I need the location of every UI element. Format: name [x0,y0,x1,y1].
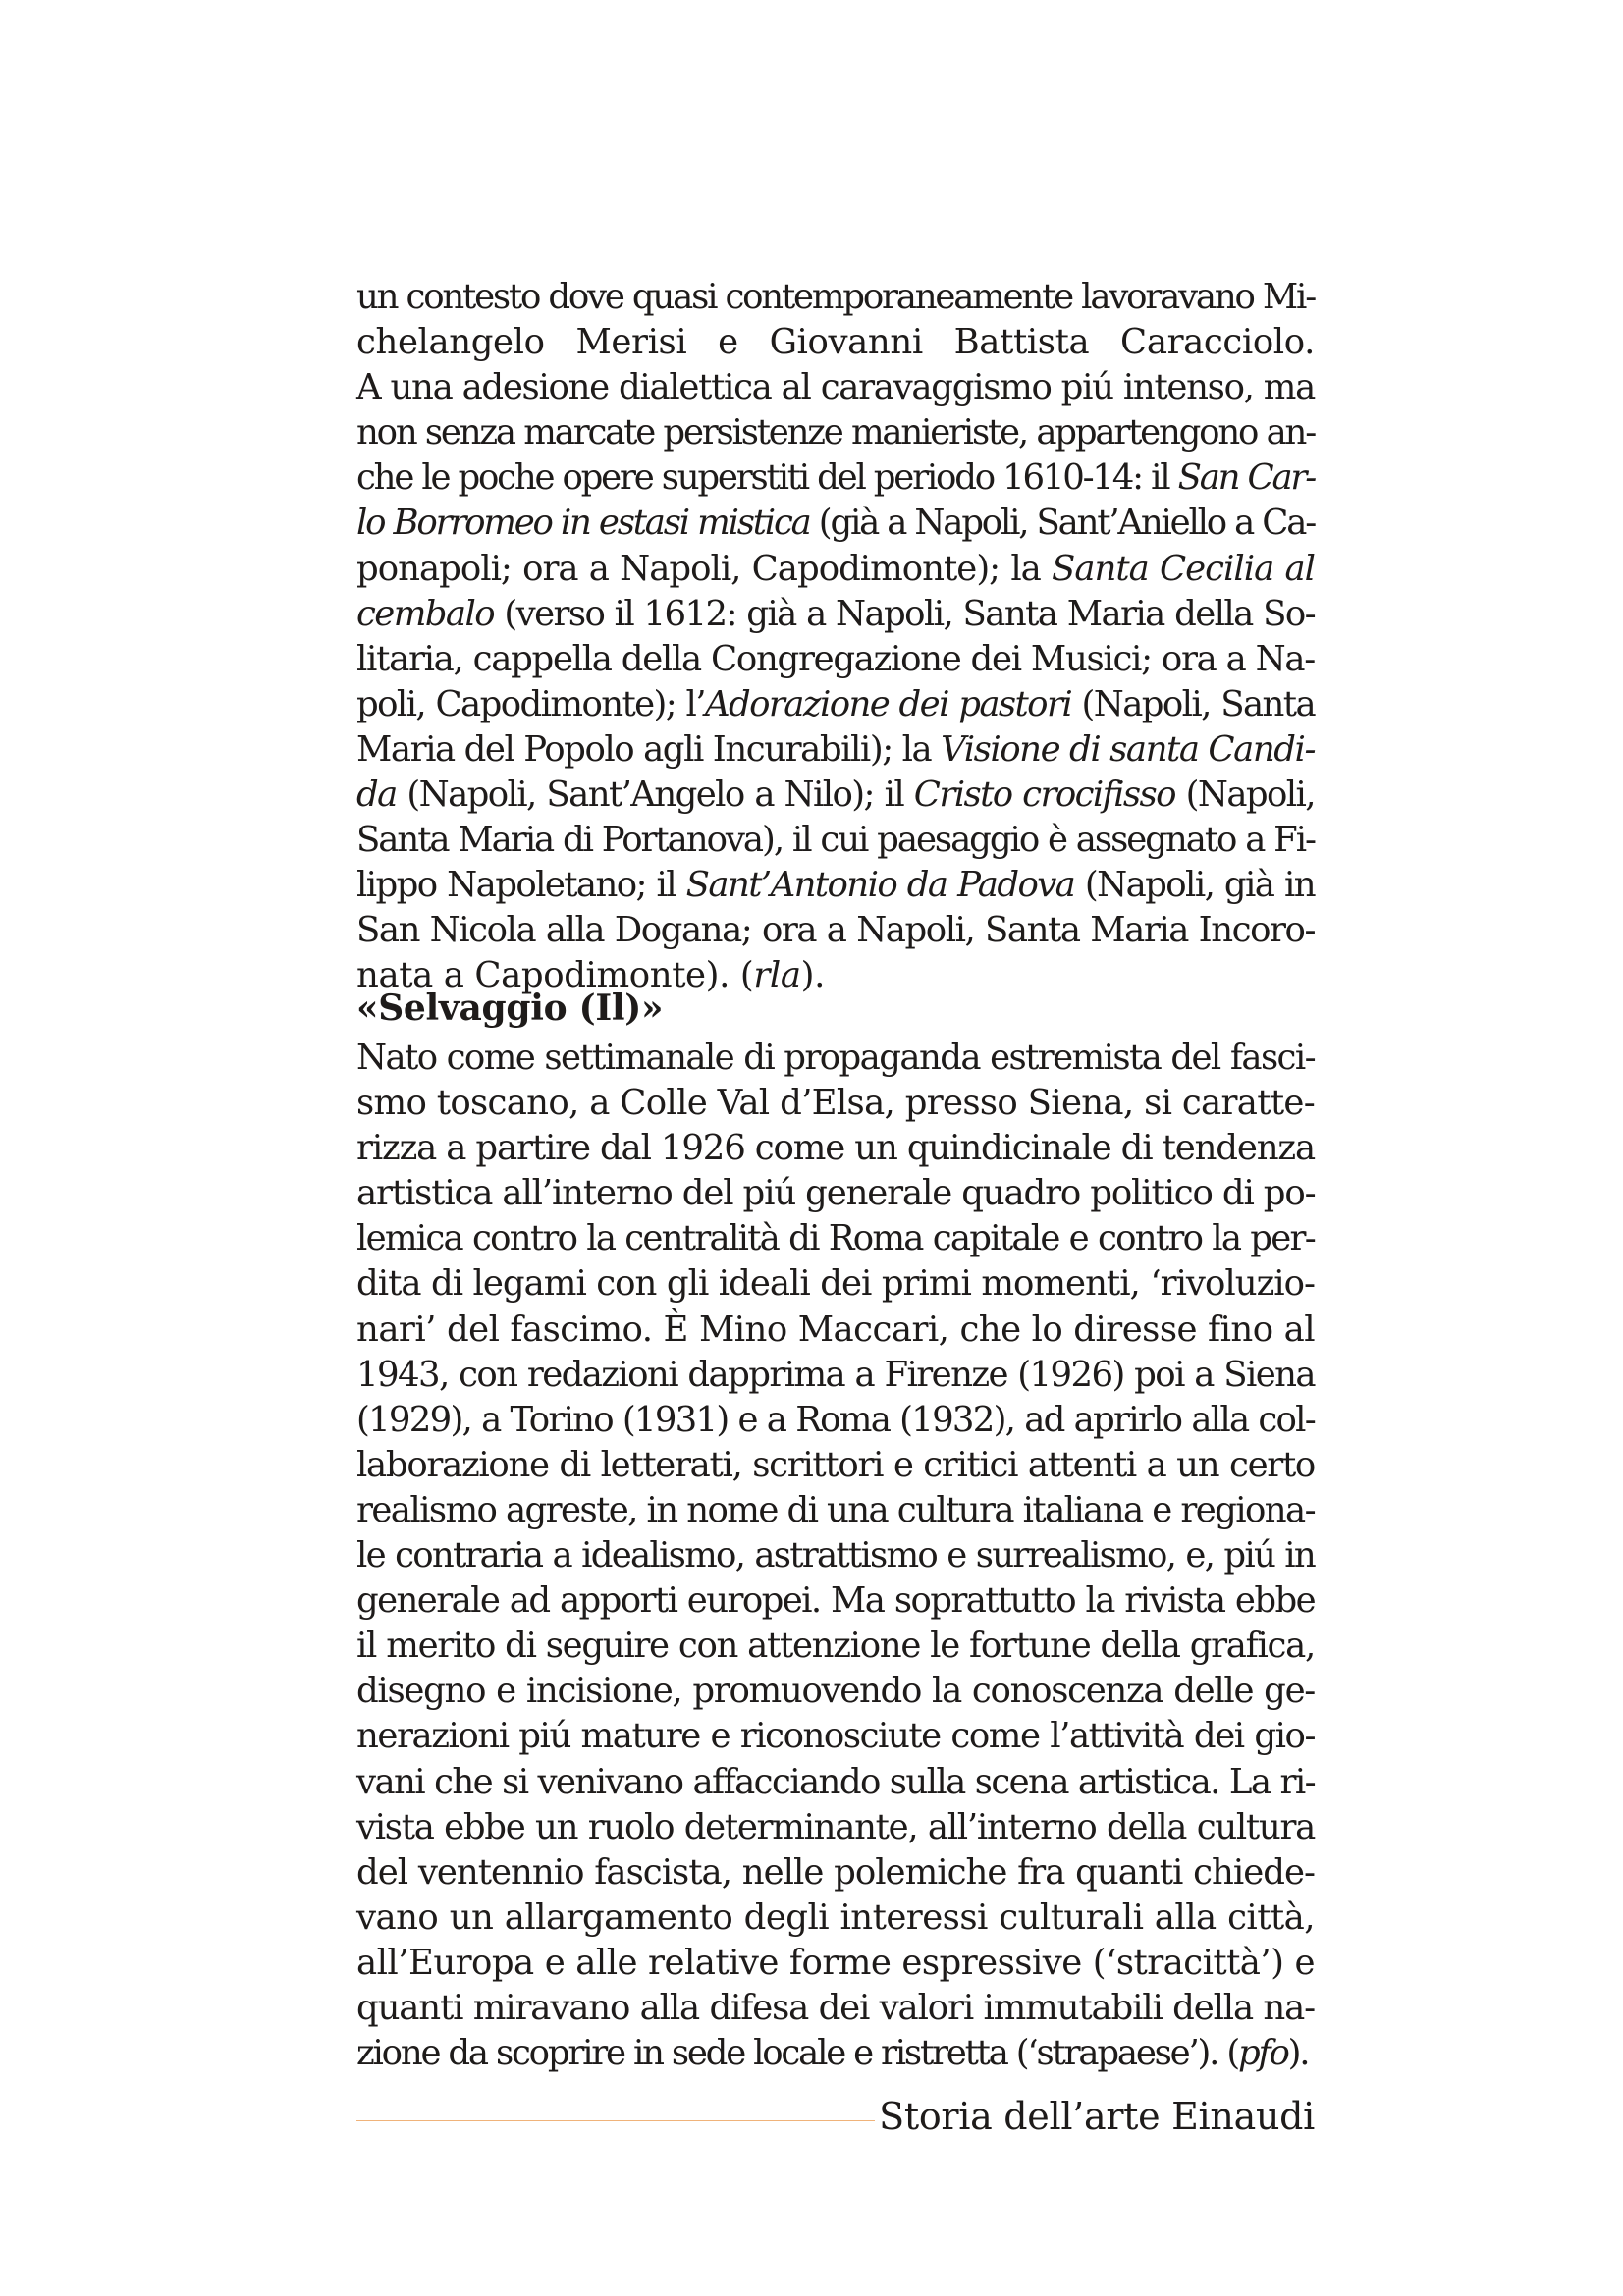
text-line [356,1805,1315,1850]
text-run: zione da scoprire in sede locale e ristretta (‘strapaese’). ( [356,2033,1239,2074]
text-run: realismo agreste, in nome di una cultura italiana e regiona- [356,1489,1315,1530]
text-line [356,320,1315,365]
text-run: non senza marcate persistenze manieriste, appartengono an- [356,412,1315,454]
text-line [356,1941,1315,1986]
text-line [356,1036,1315,1081]
text-run: ). [800,955,825,996]
text-line [356,1850,1315,1896]
italic-run: pfo [1238,2033,1288,2074]
text-line [356,1216,1315,1261]
text-run: (Napoli, Sant’Angelo a Nilo); il [396,774,914,816]
italic-run: Santa Cecilia al [1052,548,1315,589]
text-run: Nato come settimanale di propaganda estremista del fasci- [356,1038,1315,1078]
text-line [356,727,1315,773]
text-line [356,1443,1315,1488]
text-line [356,1714,1315,1759]
text-run: del ventennio fascista, nelle polemiche fra quanti chiede- [356,1851,1315,1893]
text-run: laborazione di letterati, scrittori e critici attenti a un certo [356,1444,1315,1485]
text-line [356,1126,1315,1171]
italic-run: Adorazione dei pastori [704,683,1072,724]
text-line [356,1986,1315,2031]
text-run: all’Europa e alle relative forme espressive (‘stracittà’) e [356,1942,1315,1983]
previous-entry-text [356,275,1315,999]
text-line [356,455,1315,501]
text-line [356,773,1315,818]
text-run: smo toscano, a Colle Val d’Elsa, presso Siena, si caratte- [356,1083,1315,1124]
text-run: dita di legami con gli ideali dei primi momenti, ‘rivoluzio- [356,1263,1315,1305]
text-run: Santa Maria di Portanova), il cui paesaggio è assegnato a Fi- [356,820,1315,861]
italic-run: cembalo [356,593,494,634]
italic-run: rla [753,955,801,996]
text-run: un contesto dove quasi contemporaneamente lavoravano Mi- [356,277,1315,317]
text-run: il merito di seguire con attenzione le fortune della grafica, [356,1626,1315,1667]
text-line [356,1624,1315,1669]
text-line [356,1308,1315,1353]
text-run: ). [1287,2033,1309,2074]
footer-label: Storia dell’arte Einaudi [879,2095,1315,2138]
text-line [356,818,1315,863]
italic-run: Cristo crocifisso [913,774,1175,816]
text-run: nari’ del fascimo. È Mino Maccari, che lo diresse fino al [356,1308,1315,1350]
italic-run: San Car- [1177,457,1315,499]
text-run: (verso il 1612: già a Napoli, Santa Maria della So- [493,593,1315,634]
text-line [356,410,1315,455]
text-run: vani che si venivano affacciando sulla scena artistica. La ri- [356,1761,1315,1802]
text-run: disegno e incisione, promuovendo la conoscenza delle ge- [356,1671,1315,1712]
text-line [356,863,1315,908]
text-run: vano un allargamento degli interessi culturali alla città, [356,1896,1315,1938]
text-run: le contraria a idealismo, astrattismo e surrealismo, e, piú in [356,1535,1315,1576]
text-run: (1929), a Torino (1931) e a Roma (1932), ad aprirlo alla col- [356,1399,1315,1440]
text-line [356,547,1315,592]
text-run: rizza a partire dal 1926 come un quindicinale di tendenza [356,1128,1315,1169]
text-run: vista ebbe un ruolo determinante, all’interno della cultura [356,1806,1315,1847]
italic-run: Visione di santa Candi- [941,728,1315,770]
text-line [356,1896,1315,1941]
text-line [356,592,1315,637]
text-run: nata a Capodimonte). ( [356,955,754,996]
text-line [356,365,1315,410]
text-run: lippo Napoletano; il [356,865,686,906]
text-run: poli, Capodimonte); l’ [356,683,705,724]
text-run: San Nicola alla Dogana; ora a Napoli, Santa Maria Incoro- [356,910,1315,951]
text-line [356,2031,1315,2076]
text-line [356,1488,1315,1533]
text-run: litaria, cappella della Congregazione dei Musici; ora a Na- [356,638,1315,679]
footer-rule [356,2120,875,2121]
text-line [356,1669,1315,1714]
text-run: chelangelo Merisi e Giovanni Battista Caracciolo. [356,322,1315,363]
text-run: (Napoli, Santa [1071,683,1316,724]
text-line [356,1353,1315,1398]
text-run: generale ad apporti europei. Ma soprattutto la rivista ebbe [356,1580,1315,1622]
text-line [356,1398,1315,1443]
text-line [356,1171,1315,1216]
text-line [356,1261,1315,1307]
text-line [356,682,1315,727]
text-line [356,1081,1315,1126]
entry-heading: «Selvaggio (Il)» [356,988,664,1029]
text-run: quanti miravano alla difesa dei valori immutabili della na- [356,1987,1315,2028]
text-run: artistica all’interno del piú generale quadro politico di po- [356,1173,1316,1214]
text-run: Maria del Popolo agli Incurabili); la [356,728,942,770]
text-run: nerazioni piú mature e riconosciute come l’attività dei gio- [356,1716,1315,1757]
text-line [356,1578,1315,1624]
text-line [356,1760,1315,1805]
text-run: (già a Napoli, Sant’Aniello a Ca- [809,503,1316,544]
text-run: (Napoli, già in [1074,865,1315,906]
text-line [356,275,1315,320]
italic-run: da [356,774,397,816]
text-line [356,908,1315,953]
text-run: 1943, con redazioni dapprima a Firenze (1926) poi a Siena [356,1354,1315,1395]
text-run: (Napoli, [1174,774,1315,816]
italic-run: lo Borromeo in estasi mistica [356,503,810,544]
text-line [356,637,1315,682]
text-line [356,1533,1315,1578]
text-run: che le poche opere superstiti del periodo 1610-14: il [356,457,1178,499]
text-run: A una adesione dialettica al caravaggismo piú intenso, ma [356,367,1315,408]
italic-run: Sant’Antonio da Padova [685,865,1075,906]
text-run: lemica contro la centralità di Roma capitale e contro la per- [356,1218,1315,1259]
text-run: ponapoli; ora a Napoli, Capodimonte); la [356,548,1053,589]
text-line [356,501,1315,546]
entry-body-text [356,1036,1315,2076]
